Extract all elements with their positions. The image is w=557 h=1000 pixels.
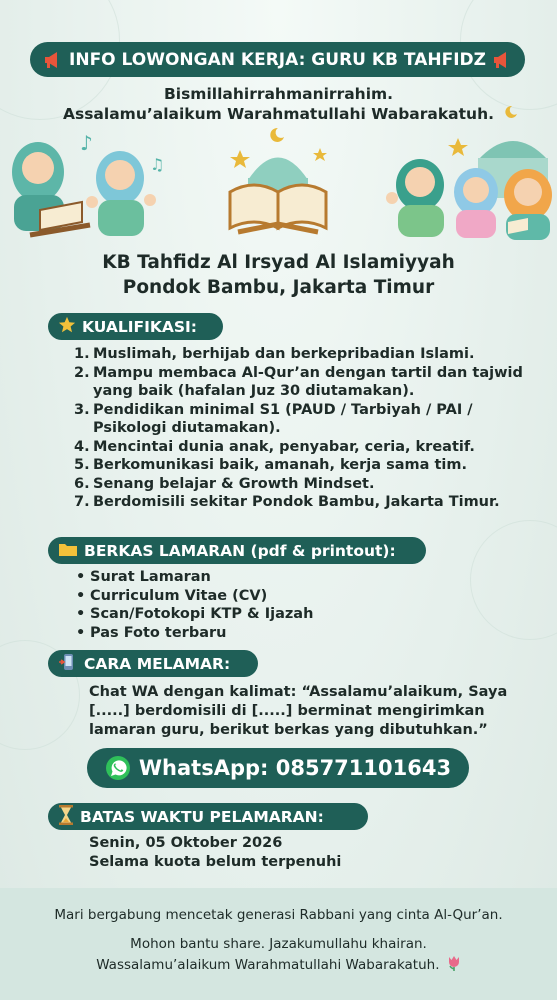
megaphone-icon bbox=[43, 51, 63, 69]
open-quran-icon bbox=[230, 185, 326, 232]
school-location: Pondok Bambu, Jakarta Timur bbox=[122, 277, 435, 298]
svg-text:♫: ♫ bbox=[150, 155, 165, 174]
closing-salam: Wassalamu’alaikum Warahmatullahi Wabarakatuh. bbox=[0, 955, 557, 976]
documents-heading bbox=[48, 537, 426, 564]
list-item: • Surat Lamaran bbox=[74, 568, 514, 587]
folder-icon bbox=[58, 541, 78, 561]
list-item: • Pas Foto terbaru bbox=[74, 624, 514, 643]
girl-reading-icon bbox=[12, 142, 90, 235]
how-to-apply-heading bbox=[48, 650, 258, 677]
greeting-salam: Assalamu’alaikum Warahmatullahi Wabarakatuh. bbox=[62, 105, 494, 123]
deadline-heading bbox=[48, 803, 368, 830]
whatsapp-button[interactable] bbox=[87, 748, 469, 788]
whatsapp-number: WhatsApp: 085771101643 bbox=[138, 756, 452, 780]
tulip-icon bbox=[447, 955, 461, 971]
list-item: 2. Mampu membaca Al-Qur’an dengan tartil dan tajwid yang baik (hafalan Juz 30 diutamakan). bbox=[74, 364, 523, 399]
school-info bbox=[0, 250, 557, 300]
deadline-text bbox=[89, 834, 341, 872]
list-item: 6. Senang belajar & Growth Mindset. bbox=[74, 475, 375, 492]
children-quran-illustration bbox=[0, 100, 557, 250]
deadline-quota: Selama kuota belum terpenuhi bbox=[89, 854, 342, 870]
footer bbox=[0, 888, 557, 1000]
music-note-icon: ♪ bbox=[80, 131, 93, 155]
list-item: 4. Mencintai dunia anak, penyabar, ceria, kreatif. bbox=[74, 438, 475, 455]
footer-share bbox=[0, 934, 557, 976]
list-item: 5. Berkomunikasi baik, amanah, kerja sama tim. bbox=[74, 457, 467, 473]
deadline-title: BATAS WAKTU PELAMARAN: bbox=[80, 807, 324, 826]
phone-icon bbox=[58, 653, 78, 675]
qualification-title: KUALIFIKASI: bbox=[82, 317, 197, 336]
list-item: 3. Pendidikan minimal S1 (PAUD / Tarbiyah / PAI / Psikologi diutamakan). bbox=[74, 401, 473, 436]
greeting-basmalah: Bismillahirrahmanirrahim. bbox=[163, 85, 394, 103]
qualification-heading bbox=[48, 313, 223, 340]
documents-list bbox=[74, 568, 514, 642]
documents-title: BERKAS LAMARAN (pdf & printout): bbox=[84, 541, 396, 560]
girl-icon bbox=[86, 151, 156, 236]
banner-title: INFO LOWONGAN KERJA: GURU KB TAHFIDZ bbox=[69, 49, 486, 70]
children-group-icon bbox=[386, 159, 552, 240]
mosque-dome-icon bbox=[248, 128, 308, 192]
list-item: • Scan/Fotokopi KTP & Ijazah bbox=[74, 605, 514, 624]
whatsapp-icon bbox=[105, 755, 131, 781]
share-request: Mohon bantu share. Jazakumullahu khairan. bbox=[130, 936, 427, 952]
school-name: KB Tahfidz Al Irsyad Al Islamiyyah bbox=[102, 252, 455, 273]
footer-invitation: Mari bergabung mencetak generasi Rabbani yang cinta Al-Qur’an. bbox=[54, 907, 503, 923]
hourglass-icon bbox=[58, 805, 74, 829]
star-icon bbox=[58, 316, 76, 338]
qualification-list bbox=[74, 345, 524, 512]
list-item: 1. Muslimah, berhijab dan berkepribadian Islami. bbox=[74, 346, 475, 362]
deadline-date: Senin, 05 Oktober 2026 bbox=[89, 835, 283, 851]
job-banner bbox=[30, 42, 525, 77]
list-item: • Curriculum Vitae (CV) bbox=[74, 587, 514, 606]
list-item: 7. Berdomisili sekitar Pondok Bambu, Jakarta Timur. bbox=[74, 494, 500, 510]
megaphone-icon bbox=[492, 51, 512, 69]
how-to-apply-text: Chat WA dengan kalimat: “Assalamu’alaikum, Saya [.....] berdomisili di [.....] berminat mengirimkan lamaran guru, berikut berkas yang dibutuhkan.” bbox=[89, 684, 508, 738]
how-to-apply-title: CARA MELAMAR: bbox=[84, 654, 231, 673]
